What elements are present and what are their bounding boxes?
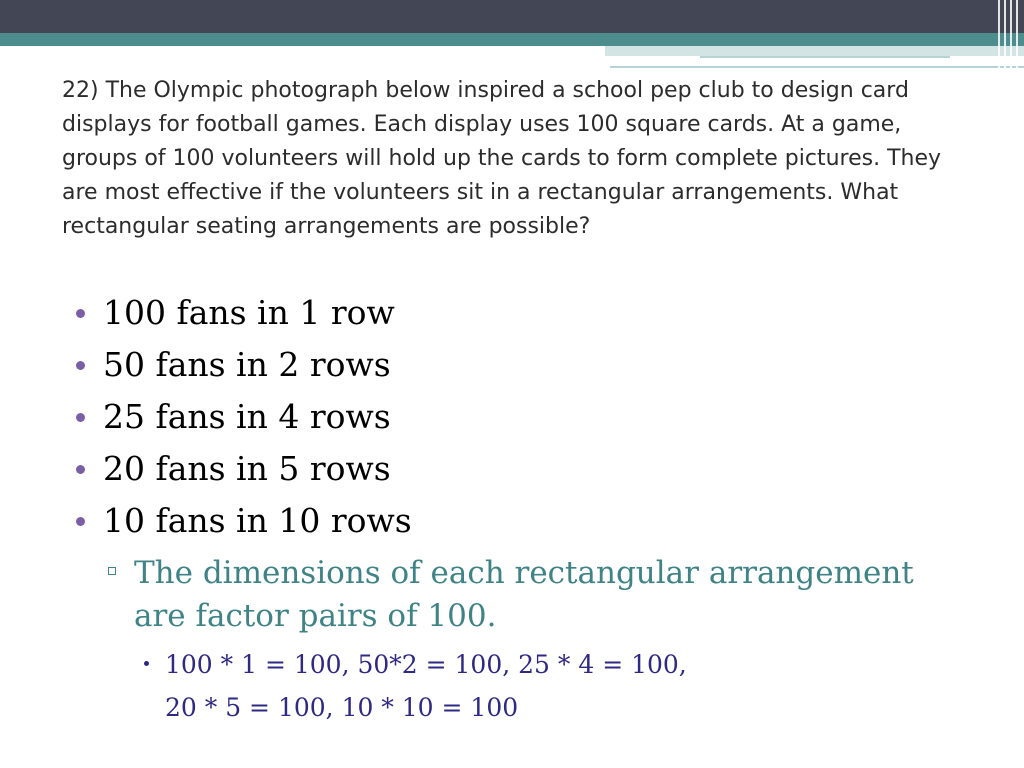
bullet-icon: [76, 413, 85, 422]
list-item: [70, 287, 970, 339]
arrangement-text: 10 fans in 10 rows: [103, 501, 412, 540]
arrangement-text: 50 fans in 2 rows: [103, 345, 391, 384]
header-bar-light: [605, 46, 1024, 56]
note-item: [64, 552, 944, 638]
list-item: [70, 495, 970, 547]
bullet-icon: [76, 465, 85, 474]
arrangement-list: [70, 287, 970, 547]
bullet-icon: [76, 309, 85, 318]
bullet-icon: [76, 361, 85, 370]
note-text: The dimensions of each rectangular arrangement are factor pairs of 100.: [134, 555, 914, 634]
bullet-icon: [76, 517, 85, 526]
arrangement-text: 20 fans in 5 rows: [103, 449, 391, 488]
question-text: 22) The Olympic photograph below inspired a school pep club to design card displays for football games. Each display uses 100 square cards. At a game, groups of 100 volunteers will hold up the cards to form complete pictures. They are most effective if the volunteers sit in a rectangular arrangements. What rectangular seating arrangements are possible?: [62, 78, 942, 239]
list-item: [70, 391, 970, 443]
equations-item: [140, 643, 940, 729]
header-bar-teal: [0, 33, 1024, 46]
bullet-icon: [144, 661, 149, 666]
header-line: [610, 66, 1024, 68]
equations-line-1: 100 * 1 = 100, 50*2 = 100, 25 * 4 = 100,: [165, 650, 687, 679]
list-item: [70, 443, 970, 495]
header-bar-dark: [0, 0, 1024, 33]
header-line: [700, 56, 950, 58]
arrangement-text: 25 fans in 4 rows: [103, 397, 391, 436]
header-stripes: [994, 0, 1024, 70]
arrangement-text: 100 fans in 1 row: [103, 293, 395, 332]
equations-line-2: 20 * 5 = 100, 10 * 10 = 100: [165, 693, 519, 722]
square-bullet-icon: [108, 567, 116, 575]
list-item: [70, 339, 970, 391]
